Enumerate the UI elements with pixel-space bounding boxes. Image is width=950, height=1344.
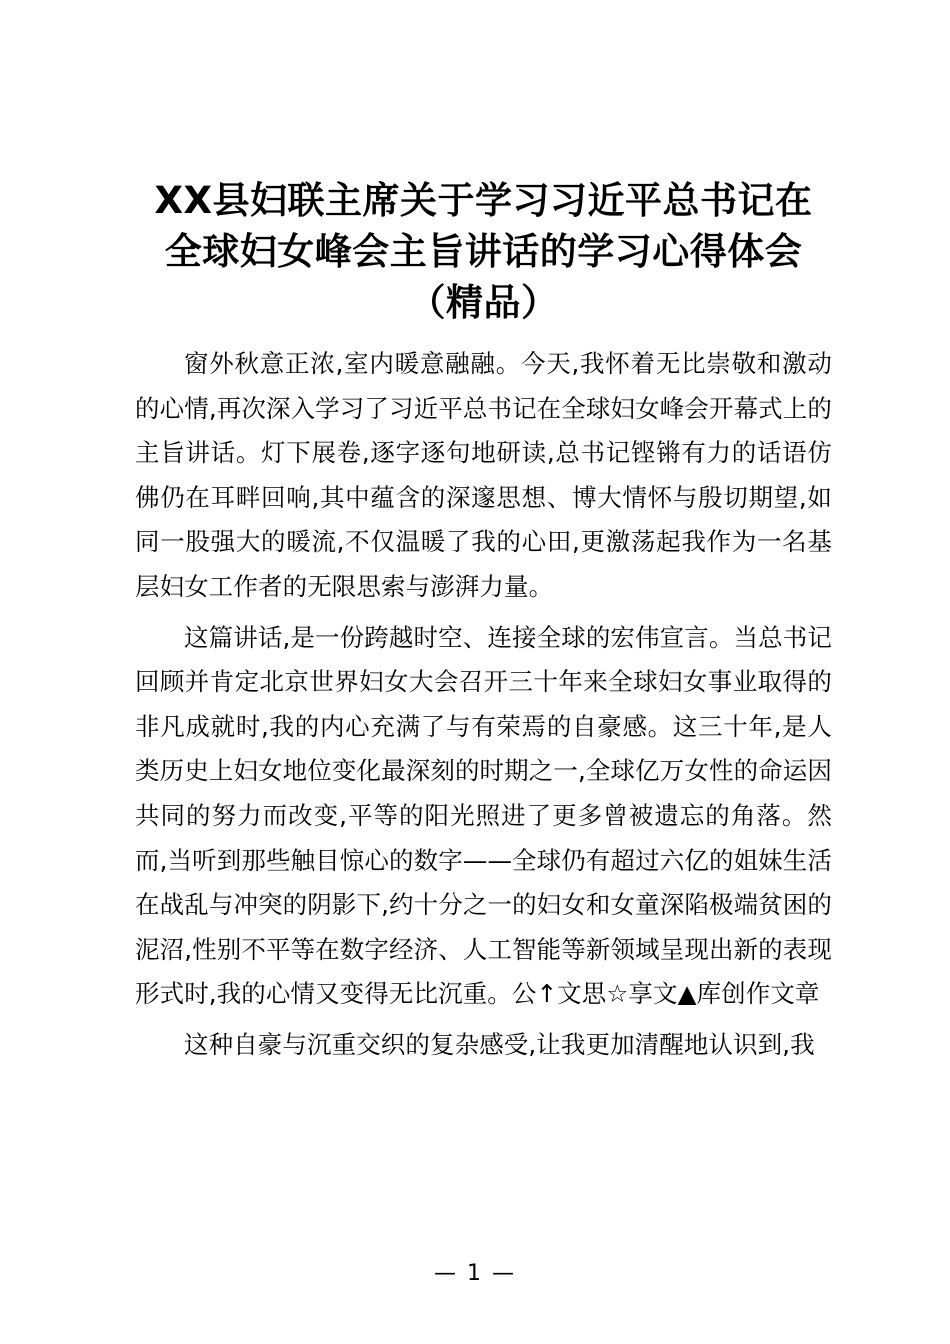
paragraph-2: 这篇讲话,是一份跨越时空、连接全球的宏伟宣言。当总书记回顾并肯定北京世界妇女大会召开三十年来全球妇女事业取得的非凡成就时,我的内心充满了与有荣焉的自豪感。这三十年,是人类历史上妇女地位变化最深刻的时期之一,全球亿万女性的命运因共同的努力而改变,平等的阳光照进了更多曾被遗忘的角落。然而,当听到那些触目惊心的数字——全球仍有超过六亿的姐妹生活在战乱与冲突的阴影下,约十分之一的妇女和女童深陷极端贫困的泥沼,性别不平等在数字经济、人工智能等新领域呈现出新的表现形式时,我的心情又变得无比沉重。公↑文思☆享文▲库创作文章 xyxy=(135,622,832,1009)
paragraph-1: 窗外秋意正浓,室内暖意融融。今天,我怀着无比崇敬和激动的心情,再次深入学习了习近平总书记在全球妇女峰会开幕式上的主旨讲话。灯下展卷,逐字逐句地研读,总书记铿锵有力的话语仿佛仍在耳畔回响,其中蕴含的深邃思想、博大情怀与殷切期望,如同一股强大的暖流,不仅温暖了我的心田,更激荡起我作为一名基层妇女工作者的无限思索与澎湃力量。 xyxy=(135,349,832,602)
paragraph-3: 这种自豪与沉重交织的复杂感受,让我更加清醒地认识到,我 xyxy=(184,1029,815,1059)
page-number: — 1 — xyxy=(434,1261,516,1286)
page-title: XX县妇联主席关于学习习近平总书记在全球妇女峰会主旨讲话的学习心得体会（精品） xyxy=(154,179,813,325)
